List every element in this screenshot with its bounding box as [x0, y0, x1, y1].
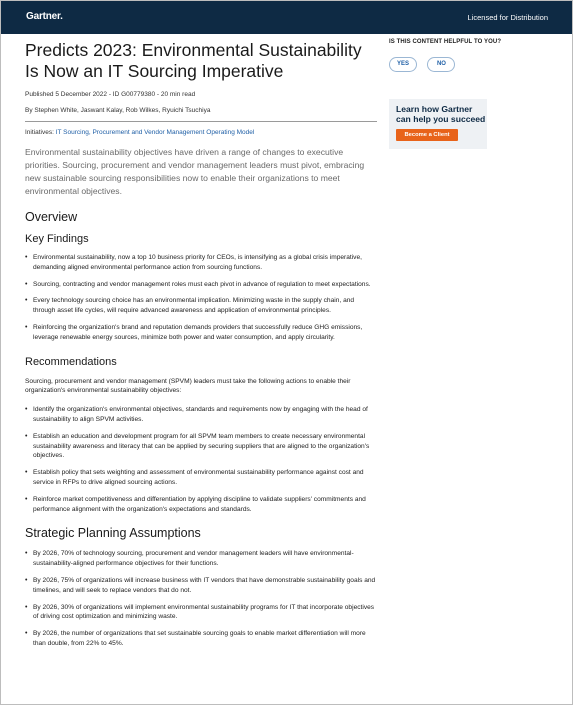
yes-button[interactable]: YES: [389, 57, 417, 72]
recommendations-list: [25, 405, 377, 514]
publication-info: Published 5 December 2022 - ID G00779380 - 20 min read: [25, 91, 196, 98]
no-button[interactable]: NO: [427, 57, 455, 72]
list-item: • Every technology sourcing choice has an environmental implication. Minimizing waste in the supply chain, and through asset life cycles, will require advanced awareness and application of environmental principles.: [25, 296, 377, 316]
list-item: • By 2026, 70% of technology sourcing, procurement and vendor management leaders will have environmental-sustainability-aligned performance objectives for their functions.: [25, 549, 377, 569]
article: [25, 40, 377, 649]
list-item: • Reinforcing the organization's brand and reputation demands providers that successfully reduce GHG emissions, leverage renewable energy sources, minimize both power and water consumption, and apply circularity.: [25, 323, 377, 343]
spa-heading: Strategic Planning Assumptions: [25, 526, 201, 541]
become-client-button[interactable]: Become a Client: [396, 129, 458, 141]
key-findings-heading: Key Findings: [25, 233, 89, 245]
helpful-question: IS THIS CONTENT HELPFUL TO YOU?: [389, 39, 502, 45]
list-item: • By 2026, 75% of organizations will increase business with IT vendors that have demonstrable sustainability goals and timelines, and will seek to replace vendors that do not.: [25, 576, 377, 596]
initiatives-link[interactable]: IT Sourcing, Procurement and Vendor Management Operating Model: [55, 129, 255, 136]
recommendations-heading: Recommendations: [25, 355, 117, 368]
top-bar: [1, 1, 572, 34]
recommendations-intro: Sourcing, procurement and vendor management (SPVM) leaders must take the following actions to enable their organization's environmental sustainability objectives:: [25, 377, 351, 395]
list-item: • Reinforce market competitiveness and differentiation by applying discipline to validate suppliers' commitments and performance alignment with the organization's expectations and standards.: [25, 495, 377, 515]
key-findings-list: [25, 253, 377, 343]
authors: By Stephen White, Jaswant Kalay, Rob Wilkes, Ryuichi Tsuchiya: [25, 107, 211, 114]
cta-title: Learn how Gartner can help you succeed: [396, 104, 486, 124]
list-item: • Sourcing, contracting and vendor management roles must each pivot in advance of regulation to meet expectations.: [25, 280, 377, 290]
initiatives-label: Initiatives:: [25, 129, 54, 136]
license-label: Licensed for Distribution: [467, 13, 548, 22]
list-item: • Establish policy that sets weighting and assessment of environmental sustainability performance against cost and service in RFPs to drive aligned sourcing actions.: [25, 468, 377, 488]
initiatives: [25, 129, 377, 136]
cta-box: [389, 99, 487, 149]
overview-heading: Overview: [25, 210, 78, 224]
list-item: • Identify the organization's environmental objectives, standards and requirements now by engaging with the head of sustainability to align SPVM activities.: [25, 405, 377, 425]
article-summary: Environmental sustainability objectives have driven a range of changes to executive priorities. Sourcing, procurement and vendor management leaders must pivot, embracing new sustainable sourcing responsibilities now to enable their organizations to meet environmental objectives.: [25, 147, 365, 196]
feedback-panel: [389, 39, 559, 72]
list-item: • Environmental sustainability, now a top 10 business priority for CEOs, is intensifying as a global crisis imperative, demanding aligned environmental performance action from sourcing functions.: [25, 253, 377, 273]
list-item: • By 2026, the number of organizations that set sustainable sourcing goals to enable market differentiation will more than double, from 22% to 45%.: [25, 629, 377, 649]
gartner-logo[interactable]: Gartner.: [26, 11, 63, 22]
page-title: Predicts 2023: Environmental Sustainability Is Now an IT Sourcing Imperative: [25, 40, 362, 81]
divider: [25, 121, 377, 122]
list-item: • Establish an education and development program for all SPVM team members to create necessary environmental sustainability awareness and literacy that can be applied by securing suppliers that are aligned to the organization's objectives.: [25, 432, 377, 461]
spa-list: [25, 549, 377, 648]
list-item: • By 2026, 30% of organizations will implement environmental sustainability programs for IT that incorporate objectives of driving cost optimization and minimizing waste.: [25, 603, 377, 623]
